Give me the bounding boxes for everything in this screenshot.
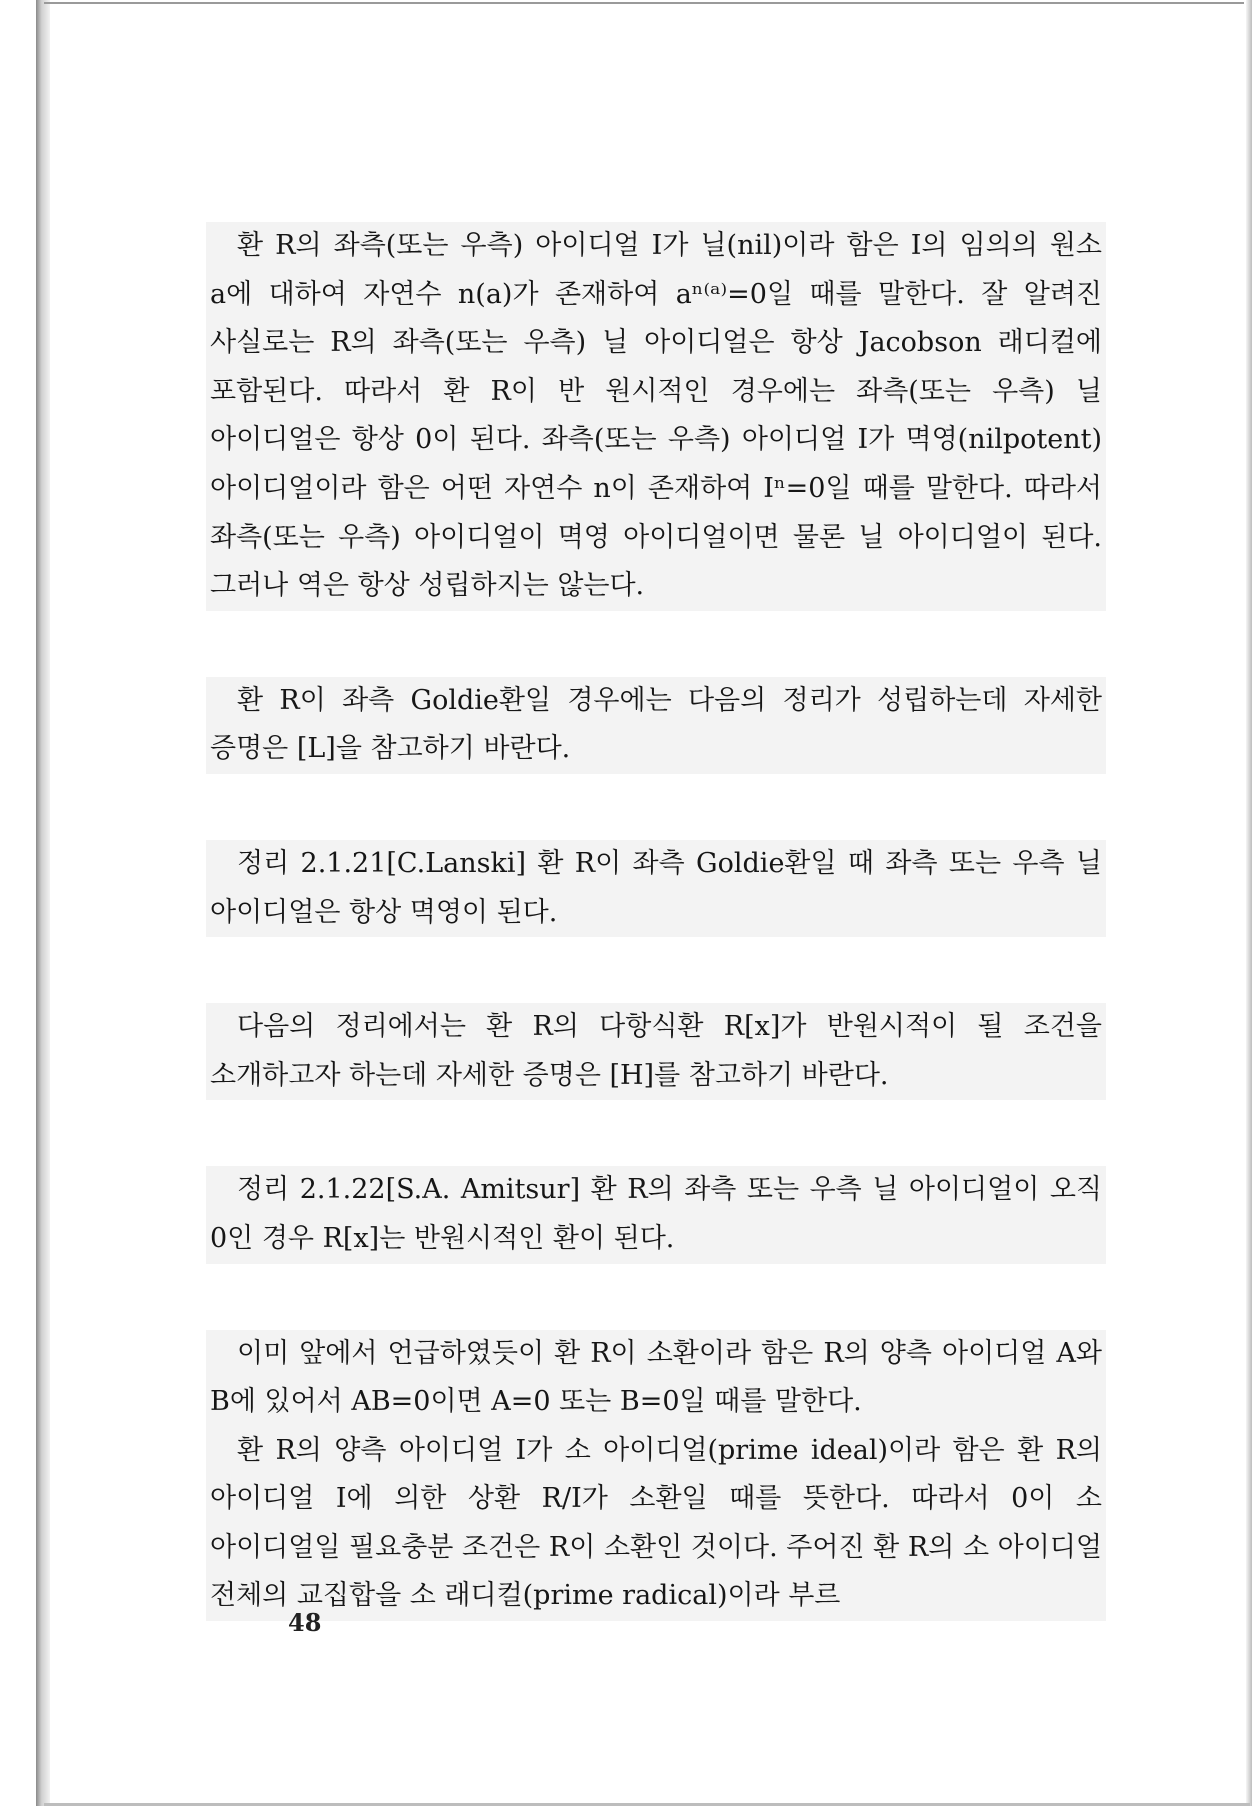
book-spine-shadow (36, 0, 50, 1806)
paragraph-gap (206, 611, 1106, 677)
page-number: 48 (288, 1608, 322, 1637)
paragraph-gap (206, 1100, 1106, 1166)
paragraph-nil-ideal: 환 R의 좌측(또는 우측) 아이디얼 I가 닐(nil)이라 함은 I의 임의의 원소 a에 대하여 자연수 n(a)가 존재하여 aⁿ⁽ᵃ⁾=0일 때를 말한다. 잘 알려진 사실로는 R의 좌측(또는 우측) 닐 아이디얼은 항상 Jacobson 래디컬에 포함된다. 따라서 환 R이 반 원시적인 경우에는 좌측(또는 우측) 닐 아이디얼은 항상 0이 된다. 좌측(또는 우측) 아이디얼 I가 멱영(nilpotent) 아이디얼이라 함은 어떤 자연수 n이 존재하여 Iⁿ=0일 때를 말한다. 따라서 좌측(또는 우측) 아이디얼이 멱영 아이디얼이면 물론 닐 아이디얼이 된다. 그러나 역은 항상 성립하지는 않는다. (206, 222, 1106, 611)
paragraph-gap (206, 937, 1106, 1003)
paragraph-gap (206, 1264, 1106, 1330)
page-right-edge (1246, 0, 1252, 1806)
paragraph-prime-ideal: 환 R의 양측 아이디얼 I가 소 아이디얼(prime ideal)이라 함은 환 R의 아이디얼 I에 의한 상환 R/I가 소환일 때를 뜻한다. 따라서 0이 소 아이디얼일 필요충분 조건은 R이 소환인 것이다. 주어진 환 R의 소 아이디얼 전체의 교집합을 소 래디컬(prime radical)이라 부르 (206, 1427, 1106, 1621)
page-body (206, 222, 1106, 1621)
paragraph-prime-ring: 이미 앞에서 언급하였듯이 환 R이 소환이라 함은 R의 양측 아이디얼 A와 B에 있어서 AB=0이면 A=0 또는 B=0일 때를 말한다. (206, 1330, 1106, 1427)
theorem-2-1-21: 정리 2.1.21[C.Lanski] 환 R이 좌측 Goldie환일 때 좌측 또는 우측 닐 아이디얼은 항상 멱영이 된다. (206, 840, 1106, 937)
paragraph-goldie-ring: 환 R이 좌측 Goldie환일 경우에는 다음의 정리가 성립하는데 자세한 증명은 [L]을 참고하기 바란다. (206, 677, 1106, 774)
paragraph-gap (206, 774, 1106, 840)
theorem-2-1-22: 정리 2.1.22[S.A. Amitsur] 환 R의 좌측 또는 우측 닐 아이디얼이 오직 0인 경우 R[x]는 반원시적인 환이 된다. (206, 1166, 1106, 1263)
paragraph-polynomial-ring: 다음의 정리에서는 환 R의 다항식환 R[x]가 반원시적이 될 조건을 소개하고자 하는데 자세한 증명은 [H]를 참고하기 바란다. (206, 1003, 1106, 1100)
